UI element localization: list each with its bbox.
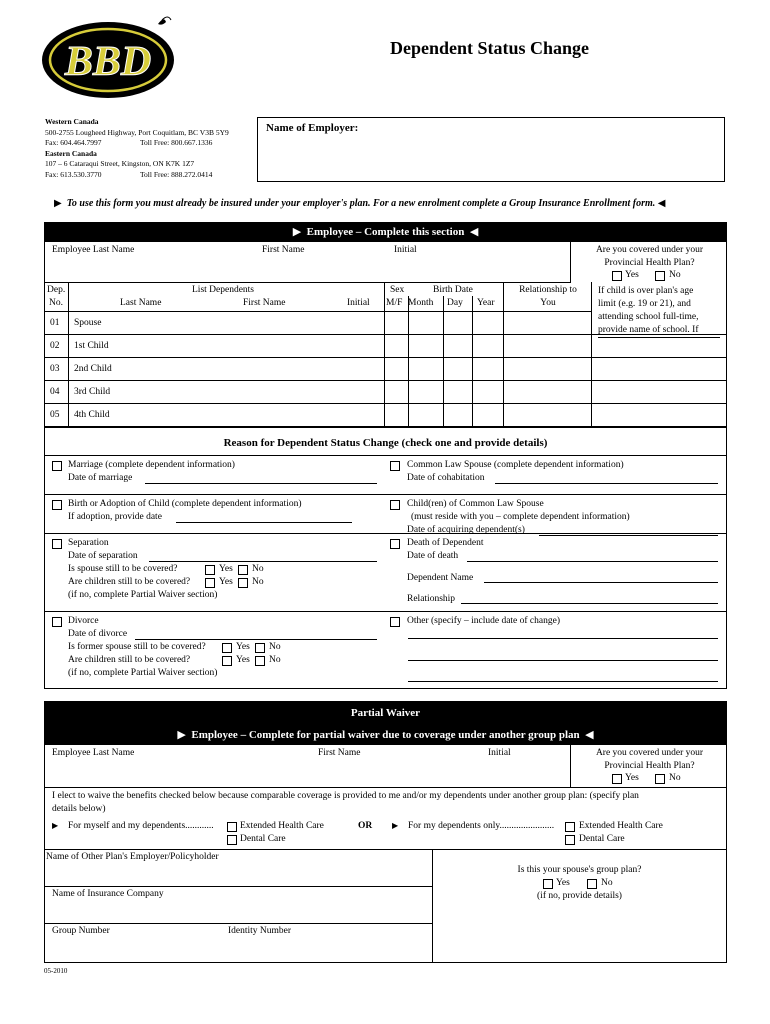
death-checkbox[interactable]: [390, 539, 400, 549]
provincial-q2: Provincial Health Plan?: [604, 258, 695, 268]
list-dependents-label: List Dependents: [192, 285, 255, 295]
employer-name-field[interactable]: Name of Employer:: [257, 117, 725, 182]
first-name-label: First Name: [262, 245, 305, 255]
other-checkbox[interactable]: [390, 617, 400, 627]
relationship-field[interactable]: [461, 603, 718, 604]
table-row: 03: [50, 364, 60, 374]
provincial-q1: Are you covered under your: [595, 245, 704, 255]
partial-waiver-bar: Partial Waiver ▶ Employee – Complete for partial waiver due to coverage under another group plan ◀: [44, 701, 727, 745]
insurance-company-field: Name of Insurance Company: [52, 889, 164, 899]
cohabitation-date-field[interactable]: [495, 483, 718, 484]
myself-ehc-checkbox[interactable]: [227, 822, 237, 832]
children-common-law-checkbox[interactable]: [390, 500, 400, 510]
other-line-1[interactable]: [408, 638, 718, 639]
provincial-no-checkbox[interactable]: [655, 271, 665, 281]
other-employer-field: Name of Other Plan's Employer/Policyholder: [46, 852, 219, 862]
spouse-covered-no-checkbox[interactable]: [238, 565, 248, 575]
dependent-name-field[interactable]: [484, 582, 718, 583]
former-spouse-no-checkbox[interactable]: [255, 643, 265, 653]
separation-checkbox[interactable]: [52, 539, 62, 549]
other-line-2[interactable]: [408, 660, 718, 661]
notice: ▶ To use this form you must already be insured under your employer's plan. For a new enrolment complete a Group Insurance Enrollment form. ◀: [54, 198, 666, 209]
children-covered-no-checkbox[interactable]: [238, 578, 248, 588]
table-row: 01: [50, 318, 60, 328]
age-note: If child is over plan's age limit (e.g. 19 or 21), and attending school full-time, provide name of school. If: [598, 285, 720, 338]
adoption-date-field[interactable]: [176, 522, 352, 523]
provincial-yes-checkbox[interactable]: [612, 271, 622, 281]
spouse-plan-yes-checkbox[interactable]: [543, 879, 553, 889]
separation-date-field[interactable]: [149, 561, 377, 562]
section1-bar: ▶ Employee – Complete this section ◀: [44, 222, 727, 242]
deps-ehc-checkbox[interactable]: [565, 822, 575, 832]
reason-heading: Reason for Dependent Status Change (check one and provide details): [223, 437, 548, 449]
waiver-provincial-yes-checkbox[interactable]: [612, 774, 622, 784]
waiver-provincial-no-checkbox[interactable]: [655, 774, 665, 784]
bbd-logo: [40, 12, 190, 100]
divorce-children-yes-checkbox[interactable]: [222, 656, 232, 666]
table-row: 05: [50, 410, 60, 420]
employee-last-name-label: Employee Last Name: [52, 245, 135, 255]
identity-number-field: Identity Number: [228, 926, 292, 936]
marriage-date-field[interactable]: [145, 483, 377, 484]
deps-dental-checkbox[interactable]: [565, 835, 575, 845]
dep-label: Dep.: [47, 285, 66, 295]
divorce-date-field[interactable]: [135, 639, 377, 640]
myself-dental-checkbox[interactable]: [227, 835, 237, 845]
table-row: 04: [50, 387, 60, 397]
table-row: 02: [50, 341, 60, 351]
form-code: 05-2010: [44, 967, 68, 975]
page-title: Dependent Status Change: [390, 38, 590, 58]
death-date-field[interactable]: [467, 561, 718, 562]
spouse-covered-yes-checkbox[interactable]: [205, 565, 215, 575]
common-law-checkbox[interactable]: [390, 461, 400, 471]
children-covered-yes-checkbox[interactable]: [205, 578, 215, 588]
address-block: Western Canada 500-2755 Lougheed Highway, Port Coquitlam, BC V3B 5Y9 Fax: 604.464.7997 Toll Free: 800.667.1336 Eastern Canada 107 – 6 Cataraqui Street, Kingston, ON K7K 1Z7 Fax: 613.530.3770 Toll Free: 888.272.0414: [45, 117, 229, 179]
former-spouse-yes-checkbox[interactable]: [222, 643, 232, 653]
birth-adoption-checkbox[interactable]: [52, 500, 62, 510]
group-number-field: Group Number: [52, 926, 110, 936]
divorce-children-no-checkbox[interactable]: [255, 656, 265, 666]
initial-label: Initial: [394, 245, 417, 255]
spouse-plan-no-checkbox[interactable]: [587, 879, 597, 889]
logo-text: BBD: [64, 39, 152, 85]
other-line-3[interactable]: [408, 681, 718, 682]
acquiring-date-field[interactable]: [539, 535, 718, 536]
marriage-checkbox[interactable]: [52, 461, 62, 471]
divorce-checkbox[interactable]: [52, 617, 62, 627]
